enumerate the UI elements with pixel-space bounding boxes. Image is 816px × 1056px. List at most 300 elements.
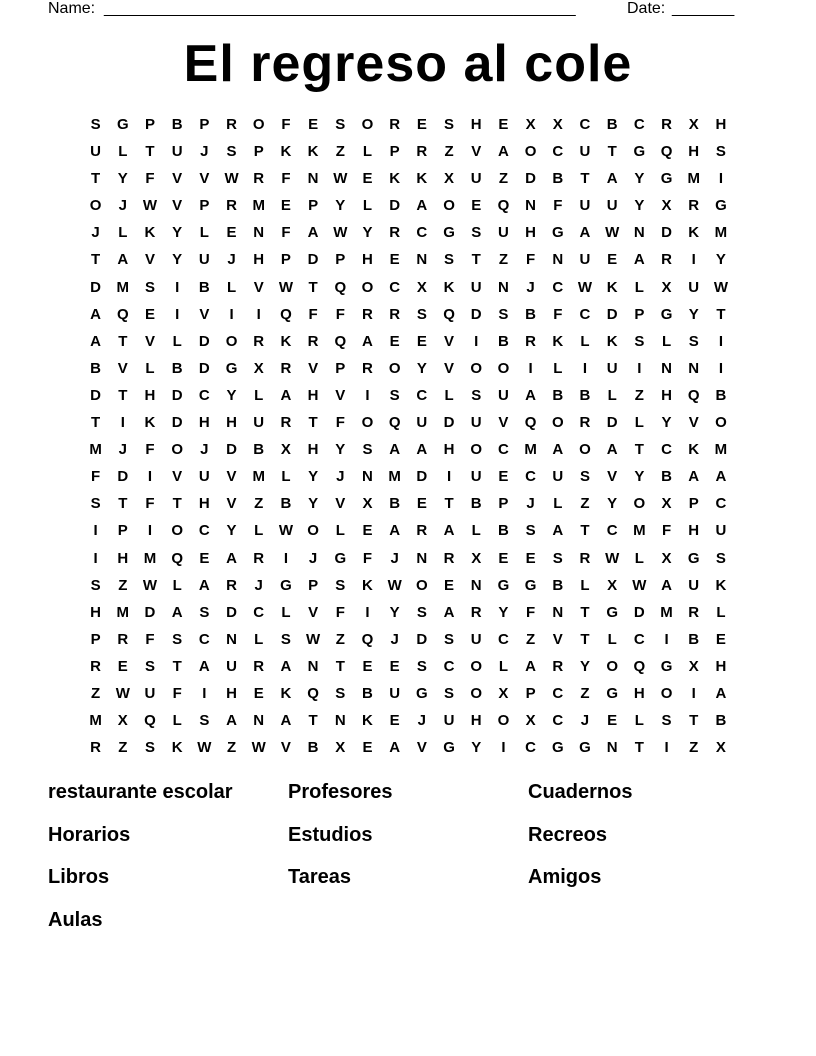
grid-letter: D	[416, 630, 428, 648]
grid-letter: B	[715, 712, 727, 730]
grid-letter: V	[552, 630, 563, 648]
grid-letter: E	[416, 116, 427, 133]
grid-letter: M	[252, 197, 265, 215]
grid-letter: N	[606, 739, 618, 757]
grid-letter: W	[387, 576, 402, 594]
grid-letter: X	[525, 712, 536, 730]
grid-letter: E	[416, 495, 427, 513]
grid-letter: M	[89, 712, 102, 730]
grid-letter: A	[362, 332, 373, 350]
grid-letter: R	[552, 657, 564, 675]
grid-letter: Y	[117, 170, 128, 188]
grid-letter: J	[417, 712, 427, 730]
grid-letter: V	[308, 359, 319, 377]
grid-letter: H	[525, 224, 537, 242]
word-list-item: Recreos	[528, 823, 607, 846]
word-list	[48, 776, 768, 946]
grid-letter: F	[553, 305, 563, 323]
grid-letter: K	[280, 143, 292, 161]
grid-letter: E	[498, 549, 509, 567]
grid-letter: L	[607, 386, 617, 404]
grid-letter: Z	[444, 143, 454, 161]
grid-letter: Y	[335, 441, 346, 459]
grid-letter: R	[579, 549, 591, 567]
grid-letter: C	[552, 684, 564, 702]
grid-letter: U	[416, 414, 428, 432]
grid-letter: D	[661, 224, 672, 242]
grid-letter: Y	[308, 468, 319, 486]
grid-letter: U	[198, 468, 210, 486]
grid-letter: Z	[580, 495, 590, 513]
grid-letter: U	[470, 170, 482, 188]
grid-letter: I	[93, 549, 98, 567]
grid-letter: K	[389, 170, 401, 188]
grid-letter: B	[362, 684, 373, 702]
grid-letter: T	[91, 170, 101, 188]
grid-letter: Y	[579, 657, 590, 675]
grid-letter: A	[715, 684, 727, 702]
grid-letter: L	[145, 359, 155, 377]
grid-letter: B	[579, 386, 591, 404]
grid-letter: S	[634, 332, 645, 350]
grid-letter: N	[552, 251, 564, 269]
grid-letter: L	[580, 332, 590, 350]
grid-letter: C	[579, 305, 591, 323]
grid-letter: R	[90, 739, 102, 757]
grid-letter: C	[443, 657, 455, 675]
grid-letter: W	[278, 522, 293, 540]
grid-letter: X	[471, 549, 482, 567]
grid-letter: I	[175, 305, 180, 323]
grid-letter: S	[199, 603, 210, 621]
grid-letter: G	[606, 603, 618, 621]
grid-letter: T	[580, 522, 590, 540]
grid-letter: S	[444, 684, 455, 702]
grid-letter: C	[606, 522, 618, 540]
grid-letter: P	[634, 305, 645, 323]
grid-letter: O	[171, 522, 183, 540]
grid-letter: U	[389, 684, 401, 702]
grid-letter: D	[226, 603, 237, 621]
grid-letter: T	[91, 251, 101, 269]
grid-letter: C	[579, 116, 591, 133]
grid-letter: K	[552, 332, 564, 350]
grid-letter: R	[253, 332, 265, 350]
grid-letter: S	[661, 712, 672, 730]
grid-letter: V	[335, 386, 346, 404]
grid-letter: K	[362, 712, 373, 730]
grid-letter: E	[389, 712, 400, 730]
grid-letter: C	[389, 278, 401, 296]
grid-letter: S	[471, 224, 482, 242]
grid-letter: O	[443, 197, 455, 215]
grid-letter: L	[661, 332, 672, 350]
grid-letter: H	[198, 495, 210, 513]
grid-letter: G	[225, 359, 238, 377]
grid-letter: Q	[334, 278, 347, 296]
grid-letter: F	[172, 684, 182, 702]
grid-letter: L	[335, 522, 345, 540]
grid-letter: F	[362, 549, 373, 567]
grid-letter: G	[443, 739, 455, 757]
grid-letter: G	[416, 684, 428, 702]
grid-letter: N	[497, 278, 509, 296]
grid-letter: M	[633, 522, 646, 540]
grid-letter: A	[198, 657, 210, 675]
grid-letter: A	[661, 576, 672, 594]
grid-letter: K	[443, 278, 455, 296]
grid-letter: S	[552, 549, 563, 567]
grid-letter: W	[224, 170, 239, 188]
grid-letter: I	[582, 359, 588, 377]
grid-letter: K	[144, 414, 156, 432]
grid-letter: X	[661, 495, 672, 513]
grid-letter: T	[172, 495, 182, 513]
grid-letter: A	[416, 197, 428, 215]
grid-letter: V	[144, 332, 155, 350]
grid-letter: I	[365, 386, 370, 404]
grid-letter: H	[443, 441, 455, 459]
grid-letter: L	[172, 332, 182, 350]
grid-letter: K	[416, 170, 428, 188]
grid-letter: I	[175, 278, 180, 296]
grid-letter: S	[144, 739, 155, 757]
grid-letter: X	[688, 116, 699, 133]
grid-letter: B	[90, 359, 102, 377]
grid-letter: A	[416, 441, 428, 459]
grid-letter: S	[335, 116, 346, 133]
grid-letter: W	[115, 684, 130, 702]
grid-letter: W	[197, 739, 212, 757]
word-list-item: Profesores	[288, 781, 393, 803]
grid-letter: O	[579, 441, 591, 459]
grid-letter: A	[525, 657, 537, 675]
grid-letter: U	[497, 386, 509, 404]
grid-letter: I	[93, 522, 98, 540]
grid-letter: L	[634, 712, 644, 730]
grid-letter: N	[253, 712, 265, 730]
grid-letter: B	[497, 522, 509, 540]
grid-letter: Q	[633, 657, 646, 675]
grid-letter: L	[553, 359, 563, 377]
grid-letter: R	[389, 116, 401, 133]
grid-letter: A	[497, 143, 509, 161]
grid-letter: Y	[634, 468, 645, 486]
grid-letter: W	[605, 549, 620, 567]
grid-letter: B	[552, 170, 564, 188]
grid-letter: S	[144, 657, 155, 675]
grid-letter: X	[661, 549, 672, 567]
grid-letter: Q	[388, 414, 401, 432]
grid-letter: O	[470, 441, 483, 459]
grid-letter: K	[171, 739, 183, 757]
grid-letter: S	[280, 630, 291, 648]
grid-letter: F	[145, 170, 155, 188]
word-list-item: Cuadernos	[528, 781, 633, 803]
grid-letter: I	[283, 549, 288, 567]
grid-letter: O	[497, 359, 510, 377]
grid-letter: U	[579, 251, 591, 269]
grid-letter: M	[714, 224, 728, 242]
grid-letter: H	[253, 251, 265, 269]
grid-letter: A	[715, 468, 727, 486]
grid-letter: Y	[335, 197, 346, 215]
grid-letter: K	[144, 224, 156, 242]
grid-letter: R	[416, 143, 428, 161]
grid-letter: S	[362, 441, 373, 459]
grid-letter: O	[470, 657, 483, 675]
grid-letter: J	[390, 630, 399, 648]
grid-letter: X	[661, 278, 672, 296]
grid-letter: U	[443, 712, 455, 730]
grid-letter: Z	[118, 739, 128, 757]
grid-letter: F	[281, 116, 291, 133]
grid-letter: S	[444, 630, 455, 648]
grid-letter: D	[307, 251, 319, 269]
grid-letter: E	[362, 739, 373, 757]
grid-letter: N	[688, 359, 700, 377]
grid-letter: K	[688, 441, 700, 459]
grid-letter: S	[715, 143, 726, 161]
grid-letter: I	[718, 170, 723, 188]
grid-letter: Y	[715, 251, 726, 269]
grid-letter: U	[144, 684, 156, 702]
grid-letter: E	[117, 657, 128, 675]
grid-letter: F	[281, 224, 291, 242]
grid-letter: B	[715, 386, 727, 404]
grid-letter: I	[637, 359, 642, 377]
grid-letter: O	[171, 441, 183, 459]
grid-letter: S	[199, 712, 210, 730]
grid-letter: J	[91, 224, 100, 242]
grid-letter: A	[552, 441, 564, 459]
grid-letter: R	[579, 414, 591, 432]
grid-letter: E	[416, 332, 427, 350]
grid-letter: G	[687, 549, 700, 567]
grid-letter: C	[633, 116, 645, 133]
grid-letter: I	[365, 603, 370, 621]
grid-letter: D	[606, 414, 618, 432]
grid-letter: Y	[634, 197, 645, 215]
grid-letter: M	[116, 278, 130, 296]
grid-letter: F	[526, 251, 536, 269]
grid-letter: A	[90, 305, 102, 323]
grid-letter: J	[580, 712, 590, 730]
grid-letter: H	[144, 386, 156, 404]
grid-letter: U	[579, 197, 591, 215]
grid-letter: N	[416, 251, 428, 269]
grid-letter: K	[606, 278, 618, 296]
grid-letter: I	[718, 359, 723, 377]
grid-letter: P	[144, 116, 155, 133]
grid-letter: P	[253, 143, 264, 161]
grid-letter: I	[147, 468, 153, 486]
grid-letter: S	[90, 116, 101, 133]
grid-letter: B	[307, 739, 319, 757]
grid-letter: X	[253, 359, 264, 377]
grid-letter: N	[307, 657, 319, 675]
grid-letter: E	[362, 522, 373, 540]
grid-letter: M	[524, 441, 537, 459]
grid-letter: E	[389, 332, 400, 350]
grid-letter: V	[444, 359, 455, 377]
grid-letter: Z	[254, 495, 264, 513]
grid-letter: C	[552, 712, 564, 730]
grid-letter: L	[172, 712, 182, 730]
grid-letter: V	[471, 143, 482, 161]
grid-letter: N	[334, 712, 346, 730]
grid-letter: I	[446, 468, 452, 486]
grid-letter: R	[307, 332, 319, 350]
grid-letter: V	[335, 495, 346, 513]
grid-letter: A	[280, 712, 292, 730]
grid-letter: B	[525, 305, 537, 323]
grid-letter: B	[661, 468, 672, 486]
grid-letter: X	[661, 197, 672, 215]
grid-letter: Y	[362, 224, 373, 242]
grid-letter: D	[389, 197, 401, 215]
grid-letter: L	[498, 657, 508, 675]
grid-letter: D	[117, 468, 129, 486]
grid-letter: O	[307, 522, 319, 540]
grid-letter: L	[634, 414, 644, 432]
grid-letter: I	[202, 684, 207, 702]
grid-letter: F	[145, 495, 155, 513]
grid-letter: O	[551, 414, 564, 432]
grid-letter: D	[171, 386, 183, 404]
grid-letter: S	[172, 630, 183, 648]
grid-letter: A	[606, 441, 618, 459]
grid-letter: G	[660, 170, 673, 188]
grid-letter: S	[335, 576, 346, 594]
grid-letter: E	[389, 657, 400, 675]
grid-letter: P	[308, 576, 319, 594]
grid-letter: J	[526, 495, 535, 513]
grid-letter: O	[606, 657, 618, 675]
grid-letter: J	[254, 576, 263, 594]
grid-letter: Y	[634, 170, 645, 188]
grid-letter: A	[280, 657, 292, 675]
grid-letter: E	[525, 549, 536, 567]
grid-letter: B	[280, 495, 292, 513]
grid-letter: S	[416, 657, 427, 675]
grid-letter: R	[443, 549, 455, 567]
grid-letter: R	[389, 305, 401, 323]
grid-letter: J	[118, 197, 127, 215]
grid-letter: I	[528, 359, 533, 377]
grid-letter: P	[308, 197, 319, 215]
grid-letter: N	[226, 630, 237, 648]
grid-letter: M	[388, 468, 401, 486]
grid-letter: K	[280, 332, 292, 350]
grid-letter: F	[281, 170, 291, 188]
grid-letter: E	[280, 197, 291, 215]
grid-letter: B	[198, 278, 210, 296]
grid-letter: G	[443, 224, 455, 242]
grid-letter: G	[660, 305, 673, 323]
grid-letter: Z	[498, 251, 508, 269]
grid-letter: C	[525, 468, 537, 486]
grid-letter: O	[361, 414, 374, 432]
grid-letter: E	[715, 630, 726, 648]
grid-letter: A	[171, 603, 183, 621]
grid-letter: Q	[524, 414, 537, 432]
grid-letter: L	[362, 197, 373, 215]
grid-letter: U	[470, 468, 482, 486]
grid-letter: R	[253, 170, 265, 188]
grid-letter: A	[90, 332, 102, 350]
grid-letter: H	[688, 143, 700, 161]
grid-letter: I	[691, 251, 696, 269]
grid-letter: R	[226, 197, 237, 215]
grid-letter: O	[470, 684, 483, 702]
grid-letter: L	[199, 224, 209, 242]
grid-letter: T	[308, 414, 318, 432]
word-list-item: Tareas	[288, 866, 352, 889]
grid-letter: C	[416, 224, 428, 242]
grid-letter: A	[389, 739, 401, 757]
grid-letter: U	[253, 414, 265, 432]
grid-letter: C	[253, 603, 265, 621]
word-list-item: Horarios	[48, 823, 131, 846]
grid-letter: E	[607, 712, 618, 730]
grid-letter: Y	[226, 386, 237, 404]
grid-letter: E	[144, 305, 155, 323]
grid-letter: A	[443, 603, 455, 621]
grid-letter: I	[664, 630, 669, 648]
grid-letter: J	[200, 143, 209, 161]
grid-letter: R	[280, 414, 292, 432]
grid-letter: V	[607, 468, 618, 486]
grid-letter: E	[607, 251, 618, 269]
grid-letter: D	[606, 305, 618, 323]
grid-letter: A	[226, 712, 237, 730]
grid-letter: T	[580, 603, 590, 621]
grid-letter: T	[607, 143, 617, 161]
grid-letter: Q	[171, 549, 183, 567]
grid-letter: U	[470, 630, 482, 648]
grid-letter: A	[552, 522, 564, 540]
grid-letter: D	[226, 441, 237, 459]
grid-letter: I	[120, 414, 125, 432]
grid-letter: A	[688, 468, 700, 486]
grid-letter: O	[252, 116, 265, 133]
grid-letter: G	[606, 684, 618, 702]
grid-letter: J	[227, 251, 236, 269]
grid-letter: V	[226, 495, 237, 513]
grid-letter: J	[526, 278, 535, 296]
grid-letter: V	[172, 197, 183, 215]
grid-letter: I	[691, 684, 696, 702]
grid-letter: E	[362, 657, 373, 675]
grid-letter: E	[444, 576, 455, 594]
grid-letter: O	[361, 278, 374, 296]
grid-letter: P	[335, 359, 346, 377]
worksheet-header	[48, 0, 748, 22]
grid-letter: N	[525, 197, 537, 215]
grid-letter: M	[687, 170, 700, 188]
grid-letter: L	[471, 522, 481, 540]
grid-letter: H	[226, 414, 237, 432]
grid-letter: W	[713, 278, 728, 296]
grid-letter: A	[443, 522, 455, 540]
grid-letter: W	[333, 170, 348, 188]
grid-letter: T	[689, 712, 699, 730]
grid-letter: E	[308, 116, 319, 133]
grid-letter: Y	[172, 224, 183, 242]
grid-letter: O	[388, 359, 401, 377]
grid-letter: Z	[226, 739, 237, 757]
